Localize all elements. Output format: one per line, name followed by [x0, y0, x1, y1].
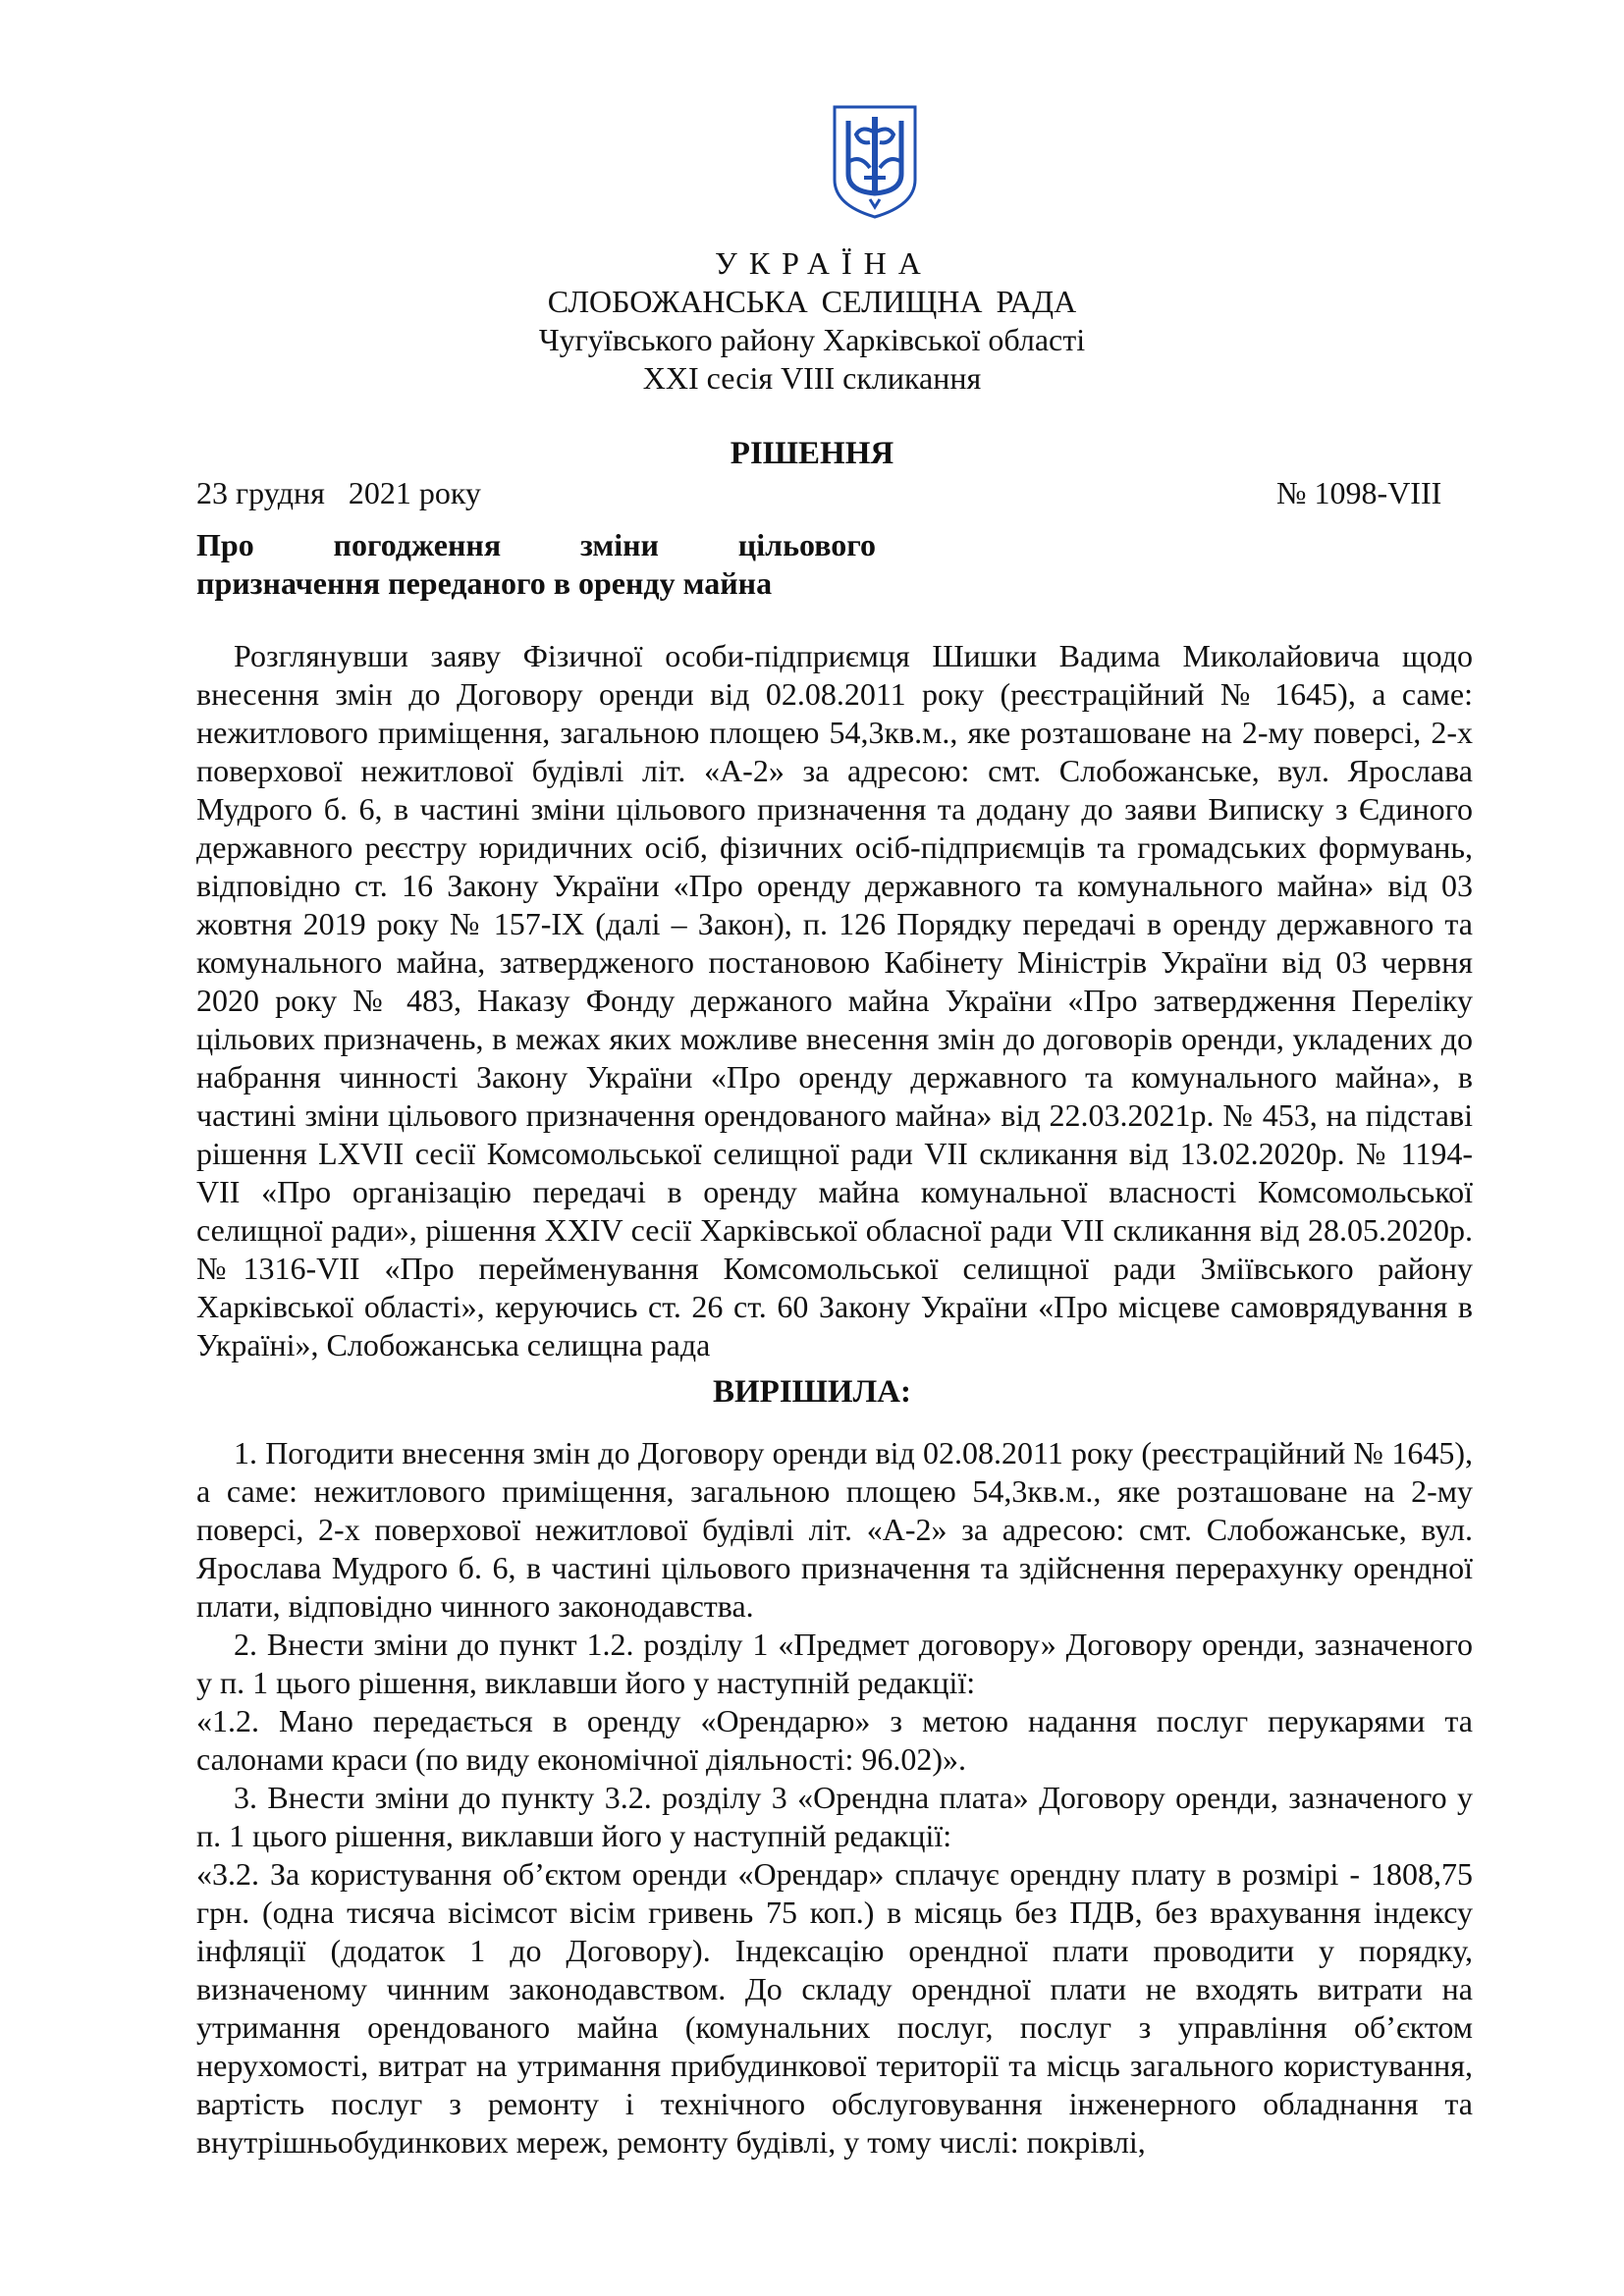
- resolution-item-2: 2. Внести зміни до пункт 1.2. розділу 1 «Предмет договору» Договору оренди, зазначеного у п. 1 цього рішення, виклавши його у наступній редакції:: [196, 1627, 1473, 1700]
- preamble: [196, 637, 1473, 1364]
- council-name: СЛОБОЖАНСЬКА СЕЛИЩНА РАДА: [547, 284, 1077, 319]
- session-info: XXI сесія VIII скликання: [642, 360, 982, 396]
- decision-number: № 1098-VIII: [1276, 475, 1442, 510]
- district-name: Чугуївського району Харківської області: [538, 322, 1086, 357]
- resolution-item-3: 3. Внести зміни до пункту 3.2. розділу 3 «Орендна плата» Договору оренди, зазначеного у п. 1 цього рішення, виклавши його у наступній редакції:: [196, 1780, 1473, 1853]
- resolution-item-1: 1. Погодити внесення змін до Договору оренди від 02.08.2011 року (реєстраційний № 1645), а саме: нежитлового приміщення, загальною площею 54,3кв.м., яке розташоване на 2-му поверсі, 2-х поверхової нежитлової будівлі літ. «А-2» за адресою: смт. Слобожанське, вул. Ярослава Мудрого б. 6, в частині цільового призначення та здійснення перерахунку орендної плати, відповідно чинного законодавства.: [196, 1435, 1473, 1624]
- resolution-item-3-quote: «3.2. За користування об’єктом оренди «Орендар» сплачує орендну плату в розмірі - 1808,75 грн. (одна тисяча вісімсот вісім гривень 75 коп.) в місяць без ПДВ, без врахування індексу інфляції (додаток 1 до Договору). Індексацію орендної плати проводити у порядку, визначеному чинним законодавством. До складу орендної плати не входять витрати на утримання орендованого майна (комунальних послуг, послуг з управління об’єктом нерухомості, витрат на утримання прибудинкової території та місць загального користування, вартість послуг з ремонту і технічного обслуговування інженерного обладнання та внутрішньобудинкових мереж, ремонту будівлі, у тому числі: покрівлі,: [196, 1856, 1473, 2160]
- resolution-item-2-quote: «1.2. Мано передається в оренду «Орендарю» з метою надання послуг перукарями та салонами краси (по виду економічної діяльності: 96.02)».: [196, 1703, 1473, 1777]
- decision-date: 23 грудня 2021 року: [196, 475, 481, 510]
- subject-line-1: Про погодження зміни цільового: [196, 527, 876, 562]
- subject-line-2: призначення переданого в оренду майна: [196, 565, 773, 601]
- trident-coat-of-arms-icon: [831, 103, 919, 221]
- resolved-heading: ВИРІШИЛА:: [713, 1374, 911, 1410]
- country-name: УКРАЇНА: [715, 245, 933, 281]
- preamble-paragraph: Розглянувши заяву Фізичної особи-підприємця Шишки Вадима Миколайовича щодо внесення змін до Договору оренди від 02.08.2011 року (реєстраційний № 1645), а саме: нежитлового приміщення, загальною площею 54,3кв.м., яке розташоване на 2-му поверсі, 2-х поверхової нежитлової будівлі літ. «А-2» за адресою: смт. Слобожанське, вул. Ярослава Мудрого б. 6, в частині зміни цільового призначення та додану до заяви Виписку з Єдиного державного реєстру юридичних осіб, фізичних осіб-підприємців та громадських формувань, відповідно ст. 16 Закону України «Про оренду державного та комунального майна» від 03 жовтня 2019 року № 157-IX (далі – Закон), п. 126 Порядку передачі в оренду державного та комунального майна, затвердженого постановою Кабінету Міністрів України від 03 червня 2020 року № 483, Наказу Фонду держаного майна України «Про затвердження Переліку цільових призначень, в межах яких можливе внесення змін до договорів оренди, укладених до набрання чинності Закону України «Про оренду державного та комунального майна», в частині зміни цільового призначення орендованого майна» від 22.03.2021р. № 453, на підставі рішення LXVII сесії Комсомольської селищної ради VII скликання від 13.02.2020р. № 1194-VII «Про організацію передачі в оренду майна комунальної власності Комсомольської селищної ради», рішення XXIV сесії Харківської обласної ради VII скликання від 28.05.2020р. №1316-VII «Про перейменування Комсомольської селищної ради Зміївського району Харківської області», керуючись ст. 26 ст. 60 Закону України «Про місцеве самоврядування в Україні», Слобожанська селищна рада: [196, 638, 1473, 1362]
- decision-title: РІШЕННЯ: [730, 436, 894, 471]
- resolution-items: [196, 1434, 1473, 2162]
- decision-subject: [196, 526, 876, 603]
